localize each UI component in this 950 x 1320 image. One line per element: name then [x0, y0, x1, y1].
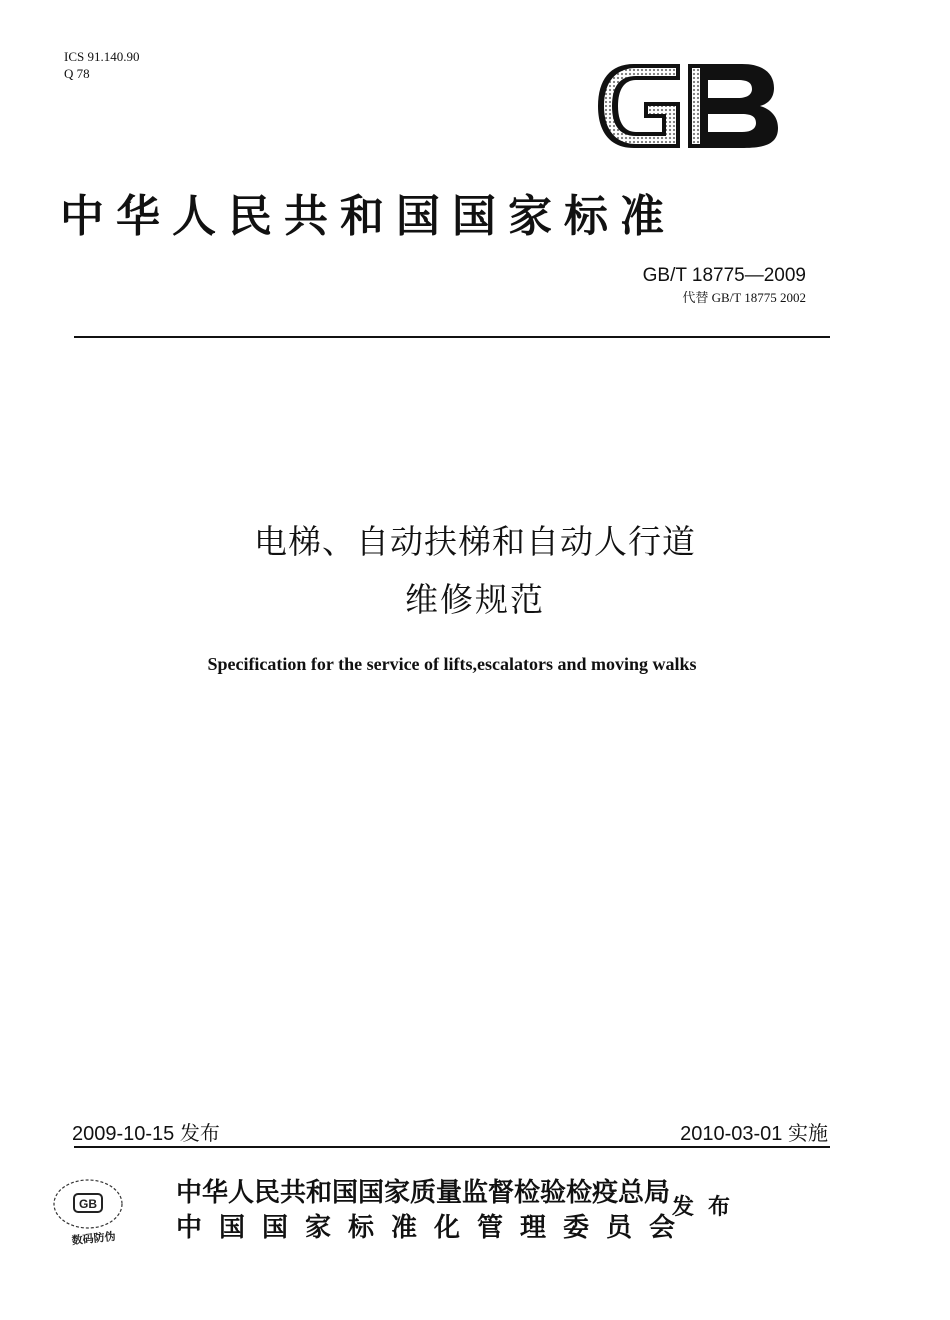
top-divider [74, 336, 830, 338]
replaces-standard: 代替 GB/T 18775 2002 [682, 290, 806, 305]
issue-date: 2009-10-15 发布 [72, 1123, 220, 1145]
issuer-sac: 中国国家标准化管理委员会 [176, 1213, 693, 1243]
title-chinese-line1: 电梯、自动扶梯和自动人行道 [254, 522, 696, 561]
issuer-aqsiq: 中华人民共和国国家质量监督检验检疫总局 [176, 1178, 671, 1208]
main-title: 中华人民共和国国家标准 [60, 191, 676, 242]
classification-codes [64, 48, 139, 82]
anti-counterfeit-seal [44, 1170, 134, 1250]
standard-number: GB/T 18775—2009 [642, 265, 806, 286]
bottom-divider [74, 1146, 830, 1148]
svg-text:GB: GB [79, 1197, 97, 1211]
gb-logo [592, 56, 782, 156]
title-chinese-line2: 维修规范 [405, 580, 545, 619]
implementation-date: 2010-03-01 实施 [680, 1123, 828, 1145]
title-english: Specification for the service of lifts,escalators and moving walks [207, 654, 697, 674]
svg-text:数码防伪: 数码防伪 [71, 1229, 117, 1248]
publish-label: 发布 [672, 1194, 745, 1220]
ics-code: ICS 91.140.90 [64, 49, 140, 64]
ccs-code: Q 78 [64, 66, 90, 81]
